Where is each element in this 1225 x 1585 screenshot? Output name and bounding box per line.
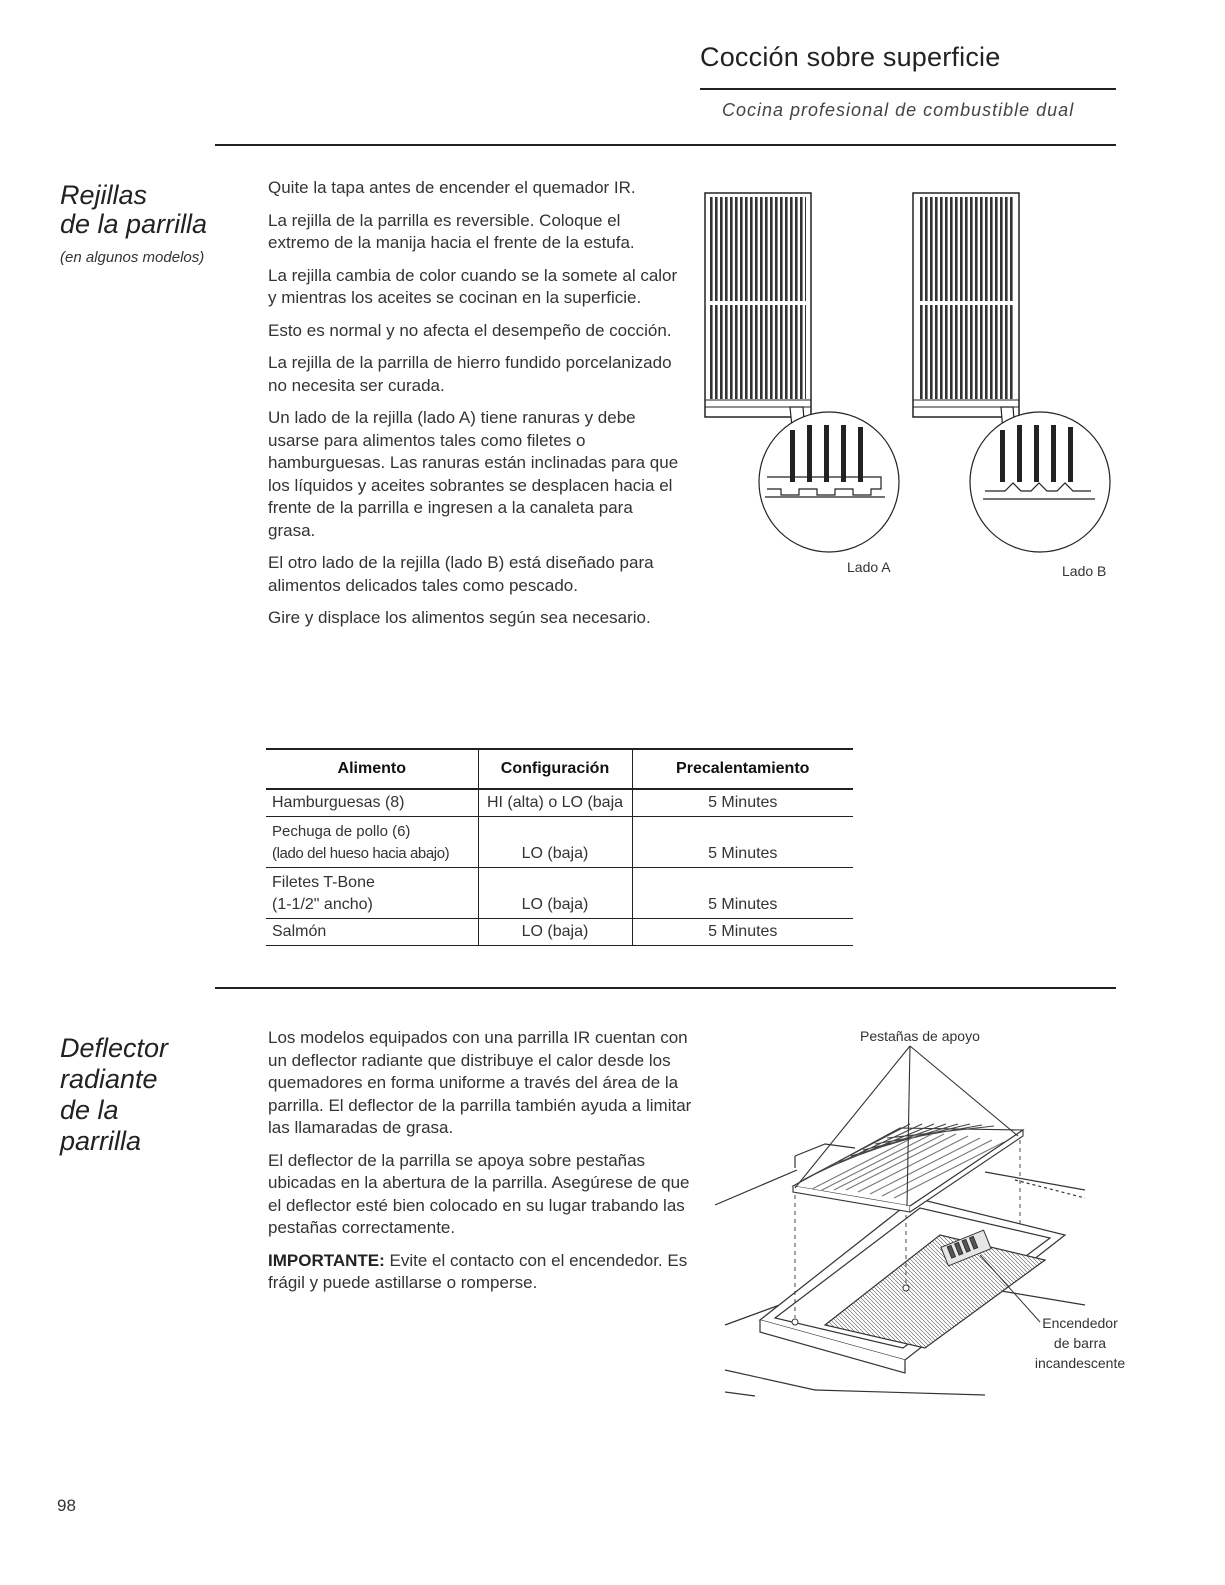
food-name: Hamburguesas (8) <box>272 794 405 811</box>
table-row <box>266 919 853 946</box>
heading-line: Deflector <box>60 1033 169 1063</box>
label-line: de barra <box>1053 1335 1107 1351</box>
paragraph: Los modelos equipados con una parrilla IR cuentan con un deflector radiante que distribuye el calor desde los quemadores en forma uniforme a través del área de la parrilla. El deflector de la parrilla también ayuda a limitar las llamaradas de grasa. <box>268 1028 692 1137</box>
table-row <box>266 817 853 868</box>
food-cell <box>266 868 478 919</box>
food-name: Salmón <box>272 923 327 940</box>
paragraph: El otro lado de la rejilla (lado B) está diseñado para alimentos delicados tales como pescado. <box>268 553 654 595</box>
column-header-food: Alimento <box>266 749 478 789</box>
food-cell <box>266 789 478 817</box>
label-line: incandescente <box>1034 1355 1126 1371</box>
important-paragraph <box>268 1250 693 1295</box>
paragraph: Esto es normal y no afecta el desempeño de cocción. <box>268 320 672 340</box>
paragraph: Gire y displace los alimentos según sea necesario. <box>268 608 651 627</box>
preheat-cell: 5 Minutes <box>632 817 853 868</box>
heading-line: Rejillas <box>60 180 148 210</box>
section-divider-top <box>215 144 1116 146</box>
paragraph: Quite la tapa antes de encender el quemador IR. <box>268 178 636 197</box>
table-row <box>266 789 853 817</box>
preheat-cell: 5 Minutes <box>632 919 853 946</box>
setting-cell: LO (baja) <box>478 919 632 946</box>
paragraph: La rejilla de la parrilla es reversible. Coloque el extremo de la manija hacia el frente de la estufa. <box>268 210 635 252</box>
page-header-subtitle: Cocina profesional de combustible dual <box>722 100 1075 120</box>
label-line: Encendedor <box>1042 1315 1118 1331</box>
section-heading-radiant-deflector <box>60 1033 168 1157</box>
important-text: Evite el contacto con el encendedor. Es frágil y puede astillarse o romperse. <box>268 1250 688 1292</box>
grate-side-b <box>913 193 1019 417</box>
food-name: Filetes T-Bone <box>272 874 375 891</box>
setting-cell: HI (alta) o LO (baja <box>478 789 632 817</box>
page-number: 98 <box>57 1496 76 1515</box>
grate-side-a <box>705 193 811 417</box>
heading-line: parrilla <box>60 1126 142 1156</box>
heading-line: radiante <box>60 1064 158 1094</box>
column-header-setting: Configuración <box>478 749 632 789</box>
preheat-cell: 5 Minutes <box>632 789 853 817</box>
grill-settings-table <box>266 748 853 946</box>
heading-note: (en algunos modelos) <box>60 249 205 266</box>
heading-line: de la parrilla <box>60 209 208 239</box>
column-header-preheat: Precalentamiento <box>632 749 853 789</box>
heading-line: de la <box>60 1095 119 1125</box>
setting-cell: LO (baja) <box>478 817 632 868</box>
food-name: Pechuga de pollo (6) <box>272 823 411 840</box>
paragraph: El deflector de la parrilla se apoya sobre pestañas ubicadas en la abertura de la parrilla. Asegúrese de que el deflector esté bien colocado en su lugar trabando las pestañas correctamente. <box>268 1150 690 1237</box>
page-header-title: Cocción sobre superficie <box>700 42 1001 72</box>
food-note: (1-1/2" ancho) <box>272 896 373 913</box>
figure-label-bar-igniter <box>1030 1313 1130 1373</box>
paragraph: La rejilla cambia de color cuando se la somete al calor y mientras los aceites se cocinan en la superficie. <box>268 265 678 307</box>
radiant-deflector-text <box>268 1027 693 1305</box>
figure-label-side-a: Lado A <box>847 559 891 575</box>
paragraph: Un lado de la rejilla (lado A) tiene ranuras y debe usarse para alimentos tales como filetes o hamburguesas. Las ranuras están inclinadas para que los líquidos y aceites sobrantes se desplacen hacia el frente de la parrilla e ingresen a la canaleta para grasa. <box>268 408 679 540</box>
important-label: IMPORTANTE: <box>268 1250 385 1270</box>
grill-grate-illustration <box>695 185 1125 585</box>
setting-cell: LO (baja) <box>478 868 632 919</box>
figure-label-side-b: Lado B <box>1062 563 1107 579</box>
section-heading-grill-grates <box>60 181 207 272</box>
figure-label-support-tabs: Pestañas de apoyo <box>860 1028 980 1044</box>
table-header-row <box>266 749 853 789</box>
food-cell <box>266 919 478 946</box>
paragraph: La rejilla de la parrilla de hierro fundido porcelanizado no necesita ser curada. <box>268 353 672 395</box>
section-divider-middle <box>215 987 1116 989</box>
food-cell <box>266 817 478 868</box>
grill-grates-text <box>268 177 680 640</box>
food-note: (lado del hueso hacia abajo) <box>272 845 450 862</box>
grill-tray <box>760 1198 1065 1373</box>
header-underline <box>700 88 1116 90</box>
table-row <box>266 868 853 919</box>
preheat-cell: 5 Minutes <box>632 868 853 919</box>
